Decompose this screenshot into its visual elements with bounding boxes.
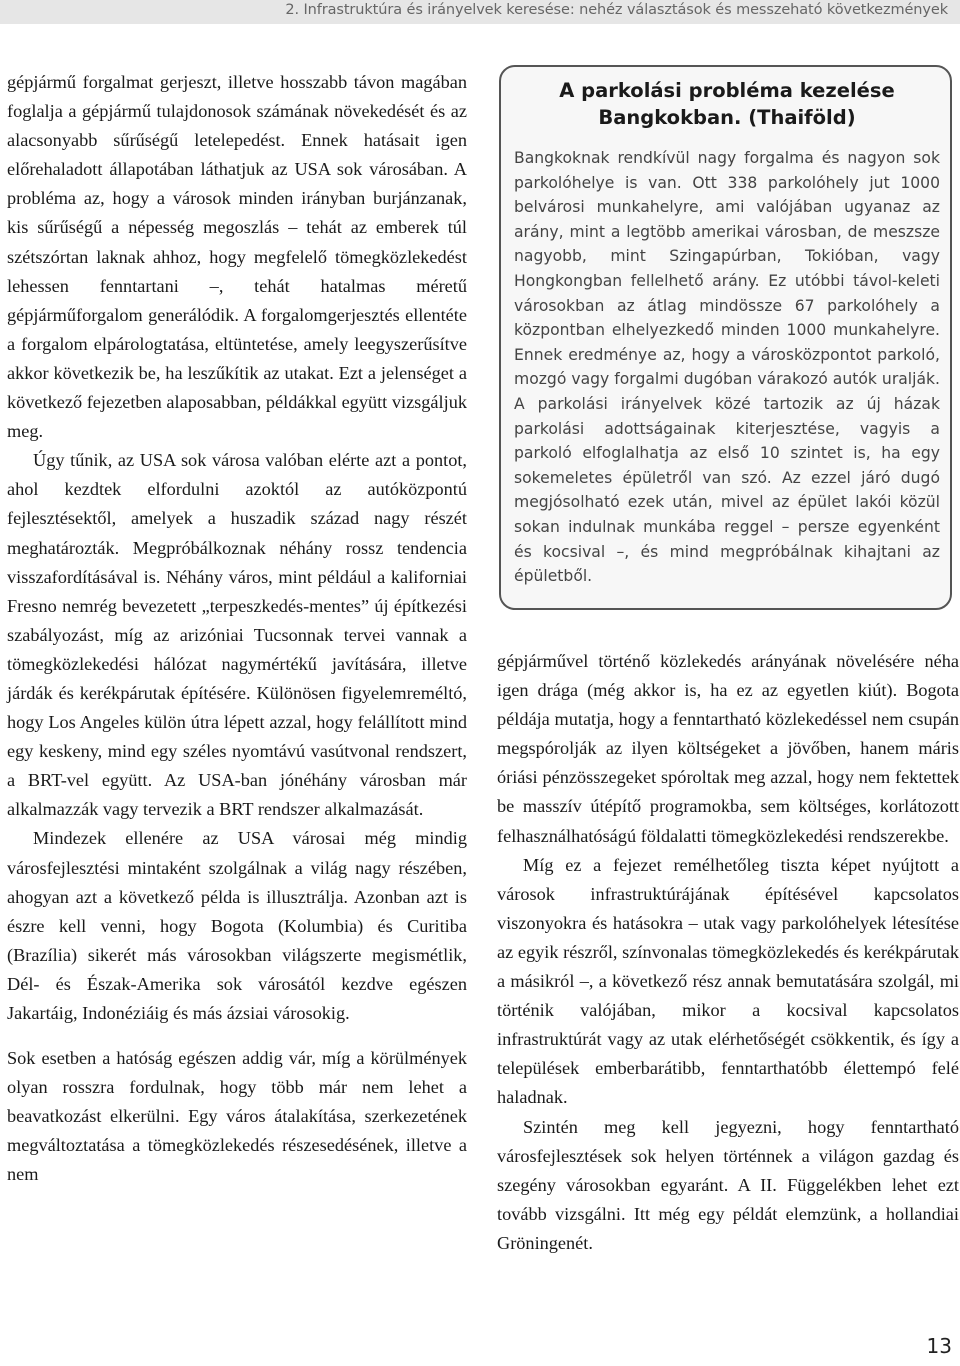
body-paragraph: Míg ez a fejezet remélhetőleg tiszta képet nyújtott a városok infrastruktúrájának építésével kapcsolatos viszonyokra és hatásokra – utak vagy parkolóhelyek létesítése az egyik részről, színvonalas tömegközlekedés és kerékpárutak a másikról –, a következő rész annak bemutatására szolgál, mi történik valójában, mikor a kocsival kapcsolatos infrastruktúrát vagy az utak elérhetőségét csökkentik, és így a települések emberbarátibb, fenntarthatóbb élettempó felé haladnak.	[497, 854, 959, 1108]
body-paragraph: gépjárművel történő közlekedés arányának növelésére néha igen drága (még akkor is, ha ez az egyetlen kiút). Bogota példája mutatja, hogy a fenntartható közlekedéssel nem csupán megspórolják az ilyen költségeket a jövőben, hanem máris óriási pénzösszegeket spóroltak meg azzal, hogy nem fektettek be masszív útépítő programokba, sem költséges, korlátozott felhasználhatóságú földalatti tömegközlekedési rendszerekbe.	[497, 651, 959, 846]
running-header: 2. Infrastruktúra és irányelvek keresése: nehéz választások és messzeható következmények	[285, 2, 948, 18]
sidebar-title-line-1: A parkolási probléma kezelése	[559, 79, 895, 102]
right-text-column	[497, 647, 959, 1258]
body-paragraph: Mindezek ellenére az USA városai még mindig városfejlesztési mintaként szolgálnak a világ nagy részében, ahogyan azt a következő példa is illusztrálja. Azonban azt is észre kell venni, hogy Bogota (Kolumbia) és Curitiba (Brazília) sikerét más városokban világszerte megismétlik, Dél- és Észak-Amerika sok városától kezdve egészen Jakartáig, Indonéziáig és más ázsiai városokig.	[7, 828, 467, 1023]
body-paragraph: Sok esetben a hatóság egészen addig vár, míg a körülmények olyan rosszra fordulnak, hogy több már nem lehet a beavatkozást elkerülni. Egy város átalakítása, szerkezetének megváltoztatása a tömegközlekedés részesedésének, illetve a nem	[7, 1048, 467, 1185]
body-paragraph: Szintén meg kell jegyezni, hogy fenntartható városfejlesztések sok helyen történnek a világon gazdag és szegény városokban egyaránt. A II. Függelékben lehet ezt tovább vizsgálni. Itt még egy példát elemzünk, a hollandiai Gröningenét.	[497, 1116, 959, 1253]
left-text-column	[7, 68, 467, 1190]
body-paragraph: Úgy tűnik, az USA sok városa valóban elérte azt a pontot, ahol kezdtek elfordulni azoktól az autóközpontú fejlesztésektől, amelyek a huszadik század nagy részét meghatározták. Megpróbálkoznak néhány rossz tendencia visszafordításával is. Néhány város, mint például a kaliforniai Fresno nemrég bevezetett „terpeszkedés-mentes” új építkezési szabályozást, míg az arizóniai Tucsonnak tervei vannak a tömegközlekedési hálózat nagymértékű javítására, illetve járdák és kerékpárutak építésére. Különösen figyelemreméltó, hogy Los Angeles külön útra lépett azzal, hogy felállított mind egy keskeny, mind egy széles nyomtávú vasútvonal rendszert, a BRT-vel együtt. Az USA-ban jónéhány városban már alkalmazzák vagy tervezik a BRT rendszer alkalmazását.	[7, 450, 467, 820]
sidebar-title-line-2: Bangkokban. (Thaiföld)	[598, 106, 856, 129]
sidebar-box	[499, 65, 952, 610]
sidebar-box-title	[514, 77, 940, 131]
sidebar-box-text: Bangkoknak rendkívül nagy forgalma és nagyon sok parkolóhelye is van. Ott 338 parkolóhely jut 1000 belvárosi munkahelyre, ami valójában ugyanaz az arány, mint a legtöbb amerikai városban, de meszsze nagyobb, mint Szingapúrban, Tokióban, vagy Hongkongban fellelhető arány. Ez utóbbi távol-keleti városokban az átlag mindössze 67 parkolóhely a központban elhelyezkedő minden 1000 munkahelyre. Ennek eredménye az, hogy a városközpontot parkoló, mozgó vagy forgalmi dugóban várakozó autók uralják. A parkolási irányelvek közé tartozik az új házak parkolási adottságainak kiterjesztése, vagyis a parkoló elfoglalhatja az első 10 szintet is, ha egy sokemeletes épületről van szó. Az ezzel járó dugó megjósolható ezek után, mivel az épület lakói közül sokan indulnak munkába reggel – persze egyenként és kocsival –, és mind megpróbálnak kihajtani az épületből.	[514, 149, 940, 586]
page-number: 13	[926, 1334, 952, 1358]
sidebar-box-body	[514, 146, 940, 589]
body-paragraph: gépjármű forgalmat gerjeszt, illetve hosszabb távon magában foglalja a gépjármű tulajdonosok számának növekedését és az alacsonyabb sűrűségű letelepedést. Ennek hatásait igen előrehaladott állapotában láthatjuk az USA sok városában. A probléma az, hogy a városok minden irányban burjánzanak, kis sűrűségű a népesség megoszlás – tehát az emberek túl szétszórtan laknak ahhoz, hogy megfelelő tömegközlekedést lehessen fenntartani –, tehát hatalmas méretű gépjárműforgalom generálódik. A forgalomgerjesztés ellentéte a forgalom elpárologtatása, eltüntetése, amely leegyszerűsítve akkor következik be, ha leszűkítik az utakat. Ezt a jelenséget a következő fejezetben alaposabban, példákkal együtt vizsgáljuk meg.	[7, 72, 467, 442]
